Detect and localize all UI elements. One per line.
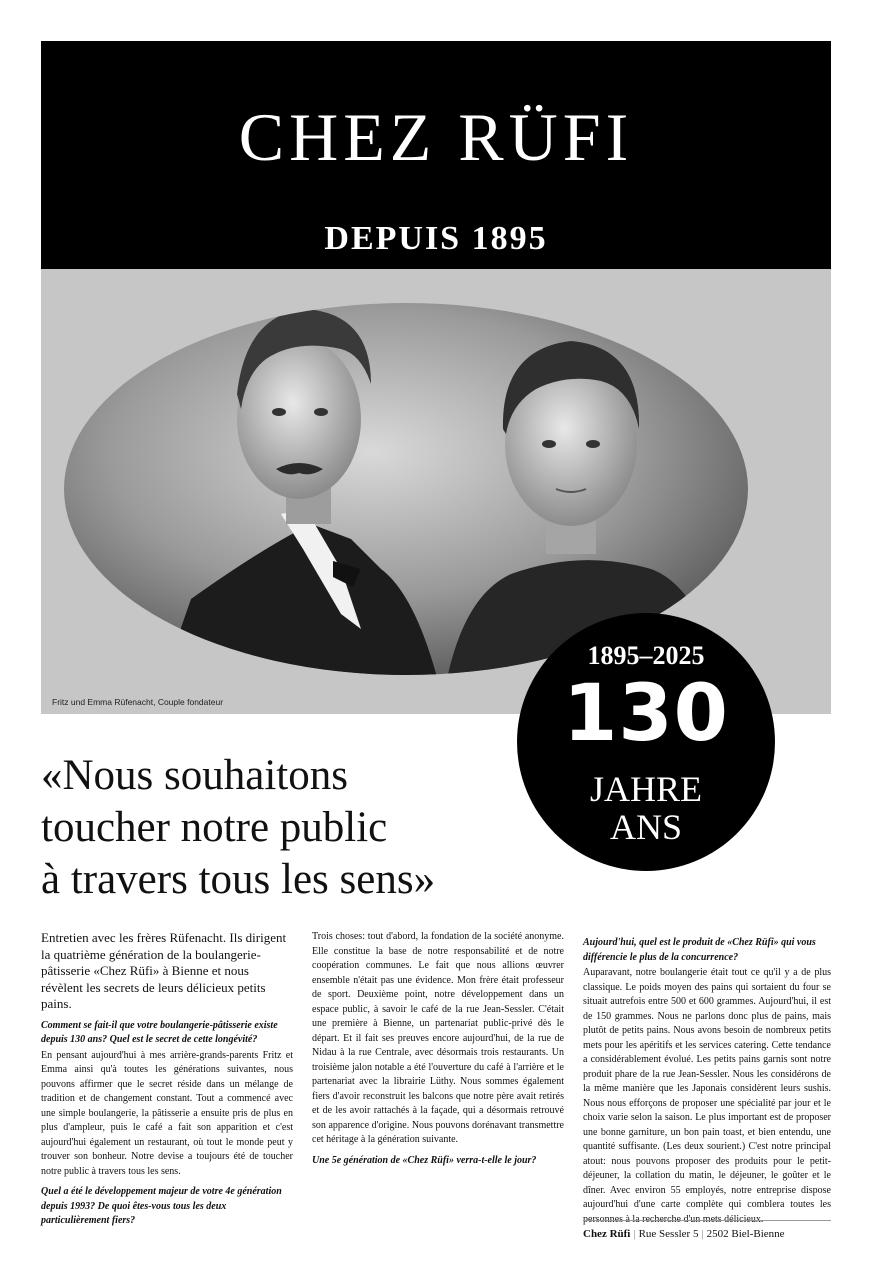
badge-label-fr: ANS [609, 807, 683, 847]
masthead-since: DEPUIS 1895 [324, 220, 548, 257]
footer-address: Rue Sessler 5 [638, 1228, 699, 1240]
headline-line: à travers tous les sens» [41, 856, 436, 903]
article-intro: Entretien avec les frères Rüfenacht. Ils dirigent la quatrième génération de la boulangerie-pâtisserie «Chez Rüfi» à Bienne et nous révèlent les secrets de leurs délicieux petits pains. [41, 930, 287, 1011]
footer-brand: Chez Rüfi [583, 1228, 631, 1240]
footer-separator: | [701, 1228, 704, 1240]
photo-caption: Fritz und Emma Rüfenacht, Couple fondateur [52, 697, 224, 707]
interview-question: Comment se fait-il que votre boulangerie-pâtisserie existe depuis 130 ans? Quel est le secret de cette longévité? [41, 1019, 278, 1045]
headline-line: «Nous souhaitons [41, 752, 348, 799]
interview-question: Aujourd'hui, quel est le produit de «Chez Rüfi» qui vous différencie le plus de la concurrence? [583, 937, 816, 963]
badge-label-de: JAHRE [589, 769, 702, 809]
article-column-2 [312, 930, 564, 1169]
interview-answer: En pensant aujourd'hui à mes arrière-grands-parents Fritz et Emma ainsi qu'à toutes les générations suivantes, nous pouvons affirmer que le secret réside dans un mélange de tradition et de changement constant. Tout a commencé avec une simple boulangerie, la pâtisserie a ensuite pris de plus en plus d'ampleur, puis le café a fait son apparition et c'est aujourd'hui également un restaurant, où tout le monde peut y trouver son bonheur. Notre devise a toujours été de toucher notre public à travers tous les sens. [41, 1049, 293, 1177]
footer-separator: | [633, 1228, 636, 1240]
badge-years: 1895–2025 [587, 641, 705, 670]
masthead-title: CHEZ RÜFI [238, 99, 634, 175]
interview-answer: Trois choses: tout d'abord, la fondation de la société anonyme. Elle constitue la base de notre responsabilité et de notre coopération communes. Le fait que nous allions œuvrer ensemble n'était pas une évidence. Mon frère était professeur de sport. Deuxième point, notre développement dans un espace public, à savoir le café de la rue Jean-Sessler. C'était une première à Bienne, un partenariat public-privé dès le départ. Et il fait ses preuves encore aujourd'hui, de la rue de Nidau à la rue Centrale, avec désormais trois restaurants. Un troisième jalon notable a été l'ouverture du café à l'arrière et le partenariat avec la librairie Lüthy. Nous sommes également fiers d'avoir reconstruit les balcons que notre père avait retirés et de les avoir rattachés à la façade, qui a désormais retrouvé son apparence d'origine. Nous pouvons dorénavant transmettre cet héritage à la génération suivante. [312, 931, 564, 1145]
masthead [41, 41, 831, 269]
interview-question: Quel a été le développement majeur de votre 4e génération depuis 1993? De quoi êtes-vous tous les deux particulièrement fiers? [41, 1186, 282, 1226]
interview-answer: Auparavant, notre boulangerie était tout ce qu'il y a de plus classique. Le poids moyen des pains qui sortaient du four se situait autrefois entre 500 et 600 grammes. Aujourd'hui, il est de 150 grammes. Nous ne parlons donc plus de pains, mais plutôt de petits pains. Nous avons besoin de nombreux petits mets pour les apéritifs et les services catering. Cette tendance a considérablement évolué. Les petits pains garnis sont notre produit phare de la rue Jean-Sessler. Nous les considérons de la même manière que les Japonais considèrent leurs sushis. Nous nous efforçons de proposer une spécialité par jour et le choix varie selon la saison. Le plus important est de proposer une bonne garniture, un bon pain toast, et bien entendu, une quantité suffisante. (Les deux sourient.) C'est notre principal atout: nous pouvons proposer des produits pour le petit-déjeuner, la collation du matin, le déjeuner, le goûter et le dîner. Avec environ 55 employés, notre entreprise dispose aujourd'hui d'une carte complète qui comblera toutes les personnes à la recherche d'un mets délicieux. [583, 967, 831, 1225]
footer-divider [583, 1220, 831, 1221]
footer-city: 2502 Biel-Bienne [706, 1228, 785, 1240]
interview-question: Une 5e génération de «Chez Rüfi» verra-t-elle le jour? [312, 1154, 537, 1166]
article-column-1 [41, 930, 293, 1230]
headline-line: toucher notre public [41, 804, 388, 851]
badge-number: 130 [563, 669, 729, 759]
article-column-3 [583, 930, 831, 1231]
anniversary-badge [517, 613, 775, 871]
headline-quote [41, 750, 541, 906]
footer [583, 1228, 831, 1240]
